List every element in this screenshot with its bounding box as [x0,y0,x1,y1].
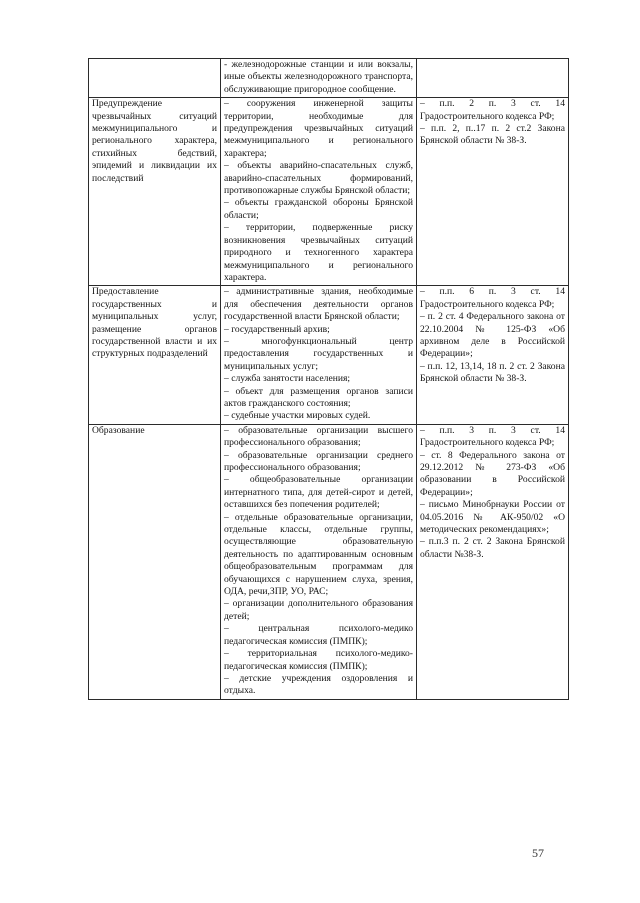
table-row [89,98,569,286]
category-cell [89,286,221,424]
object-item: – сооружения инженерной защиты территории, необходимые для предупреждения чрезвычайных ситуаций межмуниципального и регионального характера; [224,98,413,159]
object-item: – служба занятости населения; [224,373,351,385]
basis-item: – п.п.3 п. 2 ст. 2 Закона Брянской области №38-З. [420,536,565,560]
basis-item: – п. 2 ст. 4 Федерального закона от 22.10.2004 № 125-ФЗ «Об архивном деле в Российской Федерации»; [420,311,565,360]
category-cell [89,424,221,699]
object-item: – отдельные образовательные организации, отдельные классы, отдельные группы, осуществляющие образовательную деятельность по адаптированным основным общеобразовательным программам для обучающихся с нарушением слуха, зрения, ОДА, речи,ЗПР, УО, РАС; [224,511,413,598]
object-item: – территориальная психолого-медико-педагогическая комиссия (ПМПК); [224,648,413,672]
category-cell [89,98,221,286]
object-item: – центральная психолого-медико педагогическая комиссия (ПМПК); [224,623,413,647]
objects-cell [221,286,417,424]
table-row [89,59,569,98]
page-number: 57 [532,846,544,860]
object-item: – административные здания, необходимые для обеспечения деятельности органов государственной власти Брянской области; [224,286,413,323]
basis-cell [417,59,569,98]
table-row [89,286,569,424]
object-item: – организации дополнительного образования детей; [224,598,413,622]
object-item: – образовательные организации среднего профессионального образования; [224,449,413,473]
object-item: – судебные участки мировых судей. [224,410,371,422]
object-item: – многофункциональный центр предоставления государственных и муниципальных услуг; [224,335,413,372]
planning-table [88,58,569,700]
object-item: - железнодорожные станции и или вокзалы, иные объекты железнодорожного транспорта, обслуживающие пригородное сообщение. [224,59,413,95]
object-item: – детские учреждения оздоровления и отдыха. [224,672,413,697]
basis-cell [417,286,569,424]
object-item: – государственный архив; [224,323,330,335]
category-cell [89,59,221,98]
object-item: – объекты гражданской обороны Брянской области; [224,197,413,221]
basis-item: – п.п. 3 п. 3 ст. 14 Градостроительного кодекса РФ; [420,424,565,449]
basis-item: – п.п. 6 п. 3 ст. 14 Градостроительного кодекса РФ; [420,286,565,310]
object-item: – общеобразовательные организации интернатного типа, для детей-сирот и детей, оставшихся без попечения родителей; [224,474,413,511]
table-row [89,424,569,699]
basis-cell [417,98,569,286]
basis-item: – п.п. 2 п. 3 ст. 14 Градостроительного кодекса РФ; [420,98,565,122]
basis-item: – письмо Минобрнауки России от 04.05.2016 № АК-950/02 «О методических рекомендациях»; [420,499,565,536]
category-text: Предоставление государственных и муниципальных услуг, размещение органов государственной власти и их структурных подразделений [92,286,217,360]
objects-cell [221,98,417,286]
object-item: – объект для размещения органов записи актов гражданского состояния; [224,385,413,409]
object-item: – территории, подверженные риску возникновения чрезвычайных ситуаций природного и техногенного характера межмуниципального и регионального характера. [224,222,413,283]
object-item: – объекты аварийно-спасательных служб, аварийно-спасательных формирований, противопожарные службы Брянской области; [224,160,413,197]
basis-item: – п.п. 12, 13,14, 18 п. 2 ст. 2 Закона Брянской области № 38-З. [420,360,565,385]
objects-cell [221,424,417,699]
category-text: Предупреждение чрезвычайных ситуаций межмуниципального и регионального характера, стихийных бедствий, эпидемий и ликвидации их последствий [92,98,217,184]
category-text: Образование [92,424,145,436]
table-body [89,59,569,700]
basis-item: – п.п. 2, п..17 п. 2 ст.2 Закона Брянской области № 38-З. [420,123,565,147]
basis-item: – ст. 8 Федерального закона от 29.12.2012 № 273-ФЗ «Об образовании в Российской Федерации»; [420,449,565,498]
object-item: – образовательные организации высшего профессионального образования; [224,424,413,449]
basis-cell [417,424,569,699]
objects-cell [221,59,417,98]
